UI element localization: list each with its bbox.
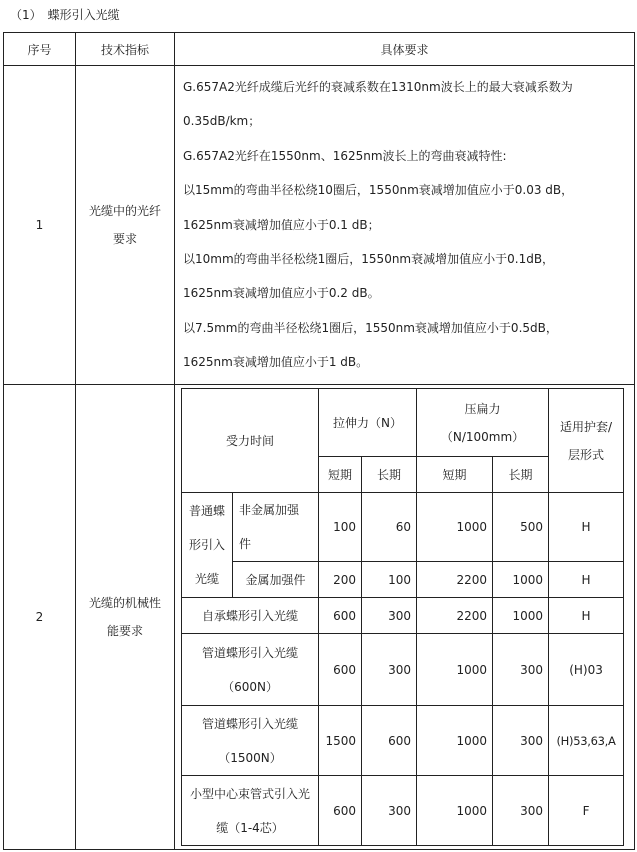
table-row-2 [4,385,635,850]
cell-tensile-long: 300 [362,634,417,706]
cell-tensile-long: 300 [362,776,417,846]
cell-crush-long: 1000 [493,562,549,598]
cell-tensile-short: 600 [319,776,362,846]
section-heading: （1） 蝶形引入光缆 [10,8,120,22]
group-label-line: 光缆 [194,572,219,586]
mechanical-table [181,388,624,846]
row2-indicator-line: 能要求 [106,624,143,638]
cell-tensile-short: 600 [319,634,362,706]
table-row-1 [4,66,635,385]
row-label-line: 缆（1-4芯） [216,820,284,835]
cell-tensile-short: 200 [319,562,362,598]
row2-no: 2 [4,385,76,850]
cell-tensile-short: 100 [319,493,362,562]
header-row [4,33,635,66]
requirement-line: G.657A2光纤在1550nm、1625nm波长上的弯曲衰减特性: [183,148,507,163]
col-header-requirements: 具体要求 [175,33,635,66]
cell-sheath: H [549,562,624,598]
data-row [182,776,624,846]
requirement-line: 以7.5mm的弯曲半径松绕1圈后，1550nm衰减增加值应小于0.5dB， [183,320,558,335]
cell-crush-short: 1000 [417,776,493,846]
row-label-line: 管道蝶形引入光缆 [202,645,299,660]
row1-no: 1 [4,66,76,385]
cell-sheath: H [549,598,624,634]
header-force-time: 受力时间 [182,389,319,493]
cell-tensile-long: 60 [362,493,417,562]
row-label [182,776,319,846]
cell-crush-short: 2200 [417,598,493,634]
row-label [233,493,319,562]
header-crush-line: 压扁力 [464,401,501,416]
header-crush-line: （N/100mm） [440,429,525,444]
group-label [182,493,233,598]
requirement-line: 1625nm衰减增加值应小于0.1 dB； [183,217,380,232]
row-label-line: 非金属加强 [239,503,300,517]
cell-crush-short: 1000 [417,493,493,562]
row-label [182,634,319,706]
cell-crush-short: 1000 [417,634,493,706]
cell-crush-short: 1000 [417,706,493,776]
cell-tensile-long: 100 [362,562,417,598]
row1-indicator-line: 要求 [112,232,137,246]
cell-crush-short: 2200 [417,562,493,598]
requirement-line: 1625nm衰减增加值应小于0.2 dB。 [183,286,380,301]
data-row [182,598,624,634]
subheader-tensile-long: 长期 [362,457,417,493]
row2-indicator [76,385,175,850]
cell-crush-long: 300 [493,776,549,846]
cell-sheath: F [549,776,624,846]
cell-crush-long: 1000 [493,598,549,634]
subheader-crush-short: 短期 [417,457,493,493]
requirement-line: 以15mm的弯曲半径松绕10圈后，1550nm衰减增加值应小于0.03 dB， [183,183,574,198]
row-label [182,706,319,776]
data-row [182,562,624,598]
cell-sheath: H [549,493,624,562]
row1-indicator-line: 光缆中的光纤 [88,204,161,218]
cell-tensile-long: 600 [362,706,417,776]
col-header-no: 序号 [4,33,76,66]
requirement-line: 以10mm的弯曲半径松绕1圈后，1550nm衰减增加值应小于0.1dB， [183,252,555,267]
data-row [182,493,624,562]
header-tensile: 拉伸力（N） [319,389,417,457]
header-crush [417,389,549,457]
cell-crush-long: 300 [493,634,549,706]
requirement-line: G.657A2光纤成缆后光纤的衰减系数在1310nm波长上的最大衰减系数为 [183,80,573,94]
header-sheath-line: 层形式 [568,447,605,462]
data-row [182,706,624,776]
cell-tensile-long: 300 [362,598,417,634]
group-label-line: 形引入 [188,538,225,552]
row1-requirements [175,66,635,385]
row2-requirements [175,385,635,850]
group-label-line: 普通蝶 [188,504,225,518]
requirement-line: 1625nm衰减增加值应小于1 dB。 [183,355,369,370]
header-sheath-line: 适用护套/ [560,419,613,434]
spec-table [3,32,635,850]
row2-indicator-line: 光缆的机械性 [88,596,161,610]
subheader-crush-long: 长期 [493,457,549,493]
data-row [182,634,624,706]
cell-tensile-short: 600 [319,598,362,634]
row1-indicator [76,66,175,385]
row-label-line: （600N） [222,679,278,694]
row-label-line: 件 [239,537,252,551]
row-label: 自承蝶形引入光缆 [182,598,319,634]
cell-crush-long: 500 [493,493,549,562]
cell-sheath: (H)03 [549,634,624,706]
row-label-line: （1500N） [218,750,282,765]
row-label-line: 管道蝶形引入光缆 [202,716,299,731]
col-header-indicator: 技术指标 [76,33,175,66]
row-label: 金属加强件 [233,562,319,598]
row-label-line: 小型中心束管式引入光 [190,786,311,801]
cell-sheath: (H)53,63,A [549,706,624,776]
requirement-line: 0.35dB/km； [183,114,261,129]
header-sheath [549,389,624,493]
subheader-tensile-short: 短期 [319,457,362,493]
cell-crush-long: 300 [493,706,549,776]
cell-tensile-short: 1500 [319,706,362,776]
